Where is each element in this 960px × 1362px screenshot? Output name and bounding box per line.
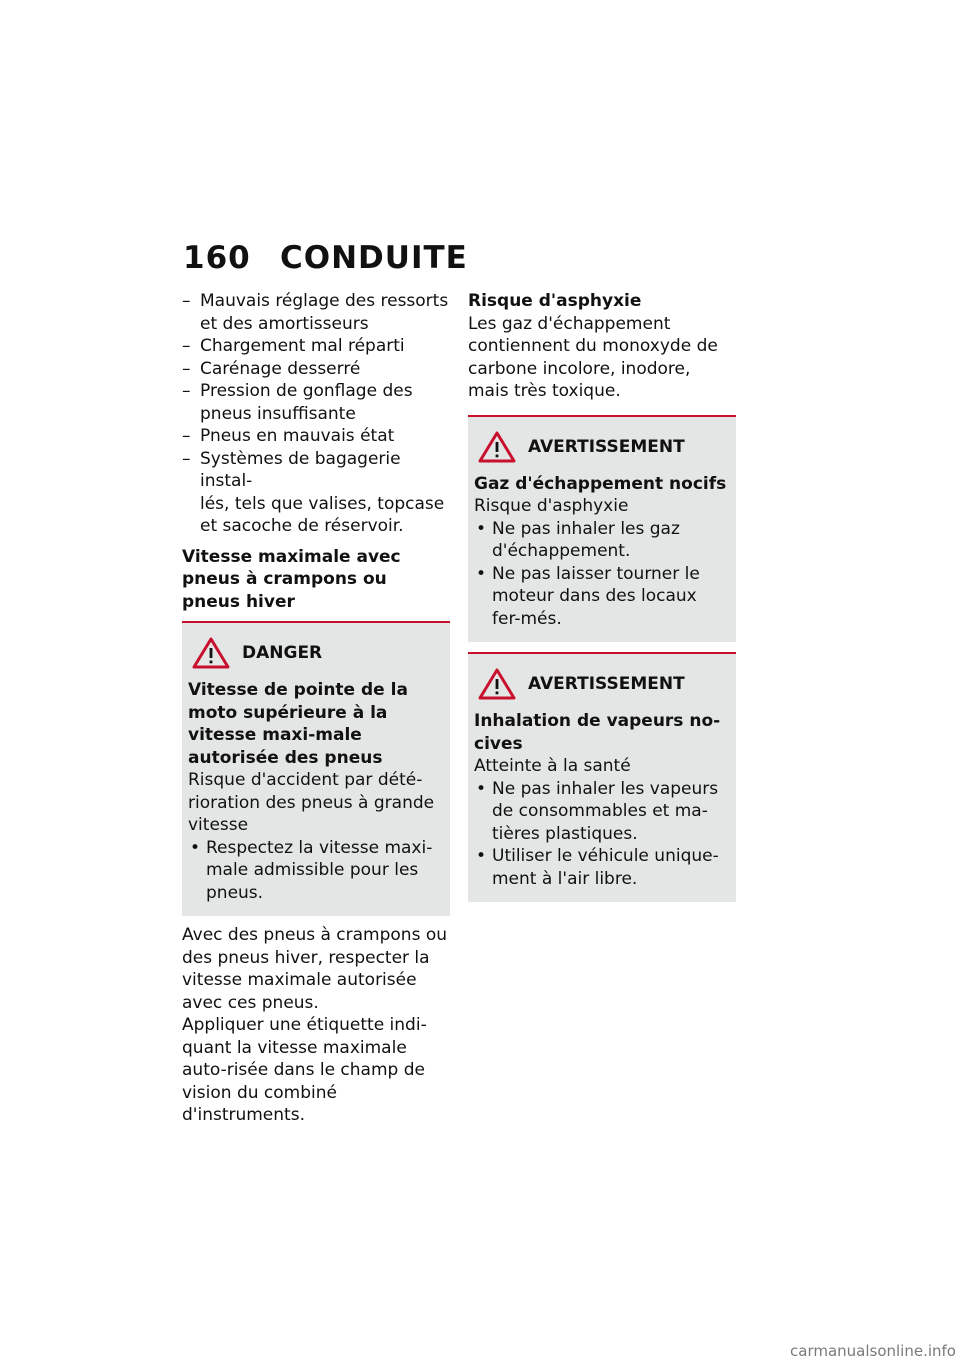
list-item: – Chargement mal réparti: [182, 336, 405, 356]
list-item: – Mauvais réglage des ressorts et des amortisseurs: [182, 291, 449, 334]
warning-box: [468, 415, 736, 643]
warning-title: Inhalation de vapeurs no-cives: [474, 711, 721, 754]
section-title: CONDUITE: [280, 240, 468, 276]
body-paragraph: Avec des pneus à crampons ou des pneus hiver, respecter la vitesse maximale autorisée avec ces pneus.: [182, 925, 448, 1013]
danger-title: Vitesse de pointe de la moto supérieure à la vitesse maxi-male autorisée des pneus: [188, 680, 408, 768]
warning-label: AVERTISSEMENT: [528, 674, 685, 694]
page-number: 160: [183, 240, 251, 276]
watermark: carmanualsonline.info: [790, 1342, 956, 1360]
section-heading: Vitesse maximale avec pneus à crampons ou pneus hiver: [182, 546, 401, 612]
warning-triangle-icon: [478, 668, 516, 700]
list-item: • Utiliser le véhicule unique-ment à l'air libre.: [476, 846, 719, 889]
right-column: [468, 290, 736, 902]
list-item: • Ne pas inhaler les gaz d'échappement.: [476, 518, 680, 561]
warning-title: Gaz d'échappement nocifs: [474, 473, 727, 494]
page-header: [183, 240, 468, 276]
list-item: – Pneus en mauvais état: [182, 426, 395, 446]
warning-triangle-icon: [478, 431, 516, 463]
danger-label: DANGER: [242, 643, 323, 663]
list-item: • Ne pas laisser tourner le moteur dans des locaux fer-més.: [476, 563, 700, 629]
warning-risk: Atteinte à la santé: [474, 756, 631, 776]
list-item: • Ne pas inhaler les vapeurs de consommables et ma-tières plastiques.: [476, 778, 719, 844]
left-column: [182, 290, 450, 1127]
body-paragraph: Les gaz d'échappement contiennent du monoxyde de carbone incolore, inodore, mais très toxique.: [468, 313, 718, 401]
list-item: – Systèmes de bagagerie instal- lés, tels que valises, topcase et sacoche de réservoir.: [182, 448, 445, 536]
list-item: • Respectez la vitesse maxi-male admissible pour les pneus.: [190, 837, 433, 903]
warning-triangle-icon: [192, 637, 230, 669]
warning-box: [468, 652, 736, 902]
danger-risk: Risque d'accident par dété-rioration des pneus à grande vitesse: [188, 770, 435, 835]
list-item: – Carénage desserré: [182, 358, 361, 379]
section-heading: Risque d'asphyxie: [468, 291, 642, 311]
warning-risk: Risque d'asphyxie: [474, 496, 629, 516]
danger-box: [182, 621, 450, 916]
warning-label: AVERTISSEMENT: [528, 436, 685, 457]
body-paragraph: Appliquer une étiquette indi-quant la vitesse maximale auto-risée dans le champ de vision du combiné d'instruments.: [182, 1015, 427, 1125]
cause-list: [182, 290, 450, 538]
list-item: – Pression de gonflage des pneus insuffisante: [182, 381, 413, 424]
